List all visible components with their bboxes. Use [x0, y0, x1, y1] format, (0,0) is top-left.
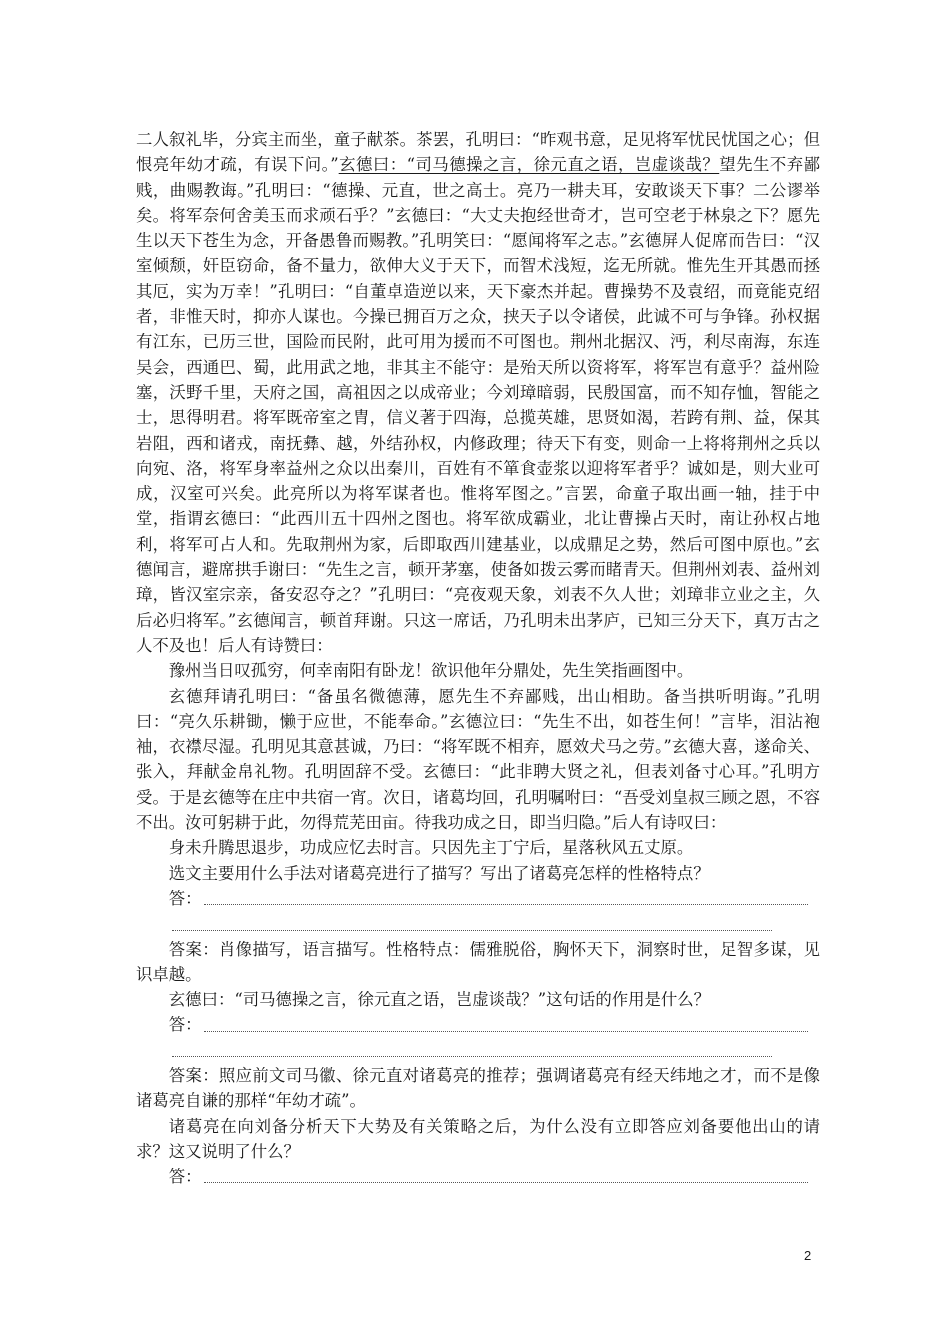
passage-text: 二人叙礼毕，分宾主而坐，童子献茶。茶罢，孔明曰：“昨观书意，足见将军忧民忧国之心；但恨亮年幼才疏，有误下问。” [136, 130, 820, 175]
poem-2: 身未升腾思退步，功成应忆去时言。只因先主丁宁后，星落秋风五丈原。 [168, 838, 694, 858]
answer-line[interactable]: 答： [136, 1012, 820, 1037]
answer-line[interactable] [136, 1038, 820, 1063]
answer-1: 答案：肖像描写，语言描写。性格特点：儒雅脱俗，胸怀天下，洞察时世，足智多谋，见识卓越。 [136, 939, 820, 984]
question-2: 玄德曰：“司马德操之言，徐元直之语，岂虚谈哉？”这句话的作用是什么？ [168, 990, 711, 1010]
poem-1: 豫州当日叹孤穷，何幸南阳有卧龙！欲识他年分鼎处，先生笑指画图中。 [168, 661, 694, 681]
passage-text: 望先生不弃鄙贱，曲赐教诲。”孔明曰：“德操、元直，世之高士。亮乃一耕夫耳，安敢谈天下事？二公谬举矣。将军奈何舍美玉而求顽石乎？”玄德曰：“大丈夫抱经世奇才，岂可空老于林泉之下？愿先生以天下苍生为念，开备愚鲁而赐教。”孔明笑曰：“愿闻将军之志。”玄德屏人促席而告曰：“汉室倾颓，奸臣窃命，备不量力，欲伸大义于天下，而智术浅短，迄无所就。惟先生开其愚而拯其厄，实为万幸！”孔明曰：“自董卓造逆以来，天下豪杰并起。曹操势不及袁绍，而竟能克绍者，非惟天时，抑亦人谋也。今操已拥百万之众，挟天子以令诸侯，此诚不可与争锋。孙权据有江东，已历三世，国险而民附，此可用为援而不可图也。荆州北据汉、沔，利尽南海，东连吴会，西通巴、蜀，此用武之地，非其主不能守：是殆天所以资将军，将军岂有意乎？益州险塞，沃野千里，天府之国，高祖因之以成帝业；今刘璋暗弱，民殷国富，而不知存恤，智能之士，思得明君。将军既帝室之胄，信义著于四海，总揽英雄，思贤如渴，若跨有荆、益，保其岩阻，西和诸戎，南抚彝、越，外结孙权，内修政理；待天下有变，则命一上将将荆州之兵以向宛、洛，将军身率益州之众以出秦川，百姓有不箪食壶浆以迎将军者乎？诚如是，则大业可成，汉室可兴矣。此亮所以为将军谋者也。惟将军图之。”言罢，命童子取出画一轴，挂于中堂，指谓玄德曰：“此西川五十四州之图也。将军欲成霸业，北让曹操占天时，南让孙权占地利，将军可占人和。先取荆州为家，后即取西川建基业，以成鼎足之势，然后可图中原也。”玄德闻言，避席拱手谢曰：“先生之言，顿开茅塞，使备如拨云雾而睹青天。但荆州刘表、益州刘璋，皆汉室宗亲，备安忍夺之？”孔明曰：“亮夜观天象，刘表不久人世；刘璋非立业之主，久后必归将军。”玄德闻言，顿首拜谢。只这一席话，乃孔明未出茅庐，已知三分天下，真万古之人不及也！后人有诗赞曰： [136, 155, 820, 655]
passage-paragraph-2: 玄德拜请孔明曰：“备虽名微德薄，愿先生不弃鄙贱，出山相助。备当拱听明诲。”孔明曰：“亮久乐耕锄，懒于应世，不能奉命。”玄德泣曰：“先生不出，如苍生何！”言毕，泪沾袍袖，衣襟尽湿。孔明见其意甚诚，乃曰：“将军既不相弃，愿效犬马之劳。”玄德大喜，遂命关、张入，拜献金帛礼物。孔明固辞不受。玄德曰：“此非聘大贤之礼，但表刘备寸心耳。”孔明方受。于是玄德等在庄中共宿一宵。次日，诸葛均回，孔明嘱咐曰：“吾受刘皇叔三顾之恩，不容不出。汝可躬耕于此，勿得荒芜田亩。待我功成之日，即当归隐。”后人有诗叹曰： [136, 686, 820, 833]
document-body [136, 127, 820, 1189]
answer-line[interactable]: 答： [136, 1164, 820, 1189]
answer-line[interactable] [136, 911, 820, 936]
answer-line[interactable]: 答： [136, 886, 820, 911]
page-number: 2 [804, 1248, 812, 1263]
answer-2: 答案：照应前文司马徽、徐元直对诸葛亮的推荐；强调诸葛亮有经天纬地之才，而不是像诸葛亮自谦的那样“年幼才疏”。 [136, 1065, 820, 1111]
passage-paragraph-1 [136, 127, 820, 658]
question-3: 诸葛亮在向刘备分析天下大势及有关策略之后，为什么没有立即答应刘备要他出山的请求？这又说明了什么？ [136, 1116, 820, 1161]
underlined-quote: 玄德曰：“司马德操之言，徐元直之语，岂虚谈哉？ [338, 155, 720, 175]
question-1: 选文主要用什么手法对诸葛亮进行了描写？写出了诸葛亮怎样的性格特点？ [168, 863, 710, 883]
